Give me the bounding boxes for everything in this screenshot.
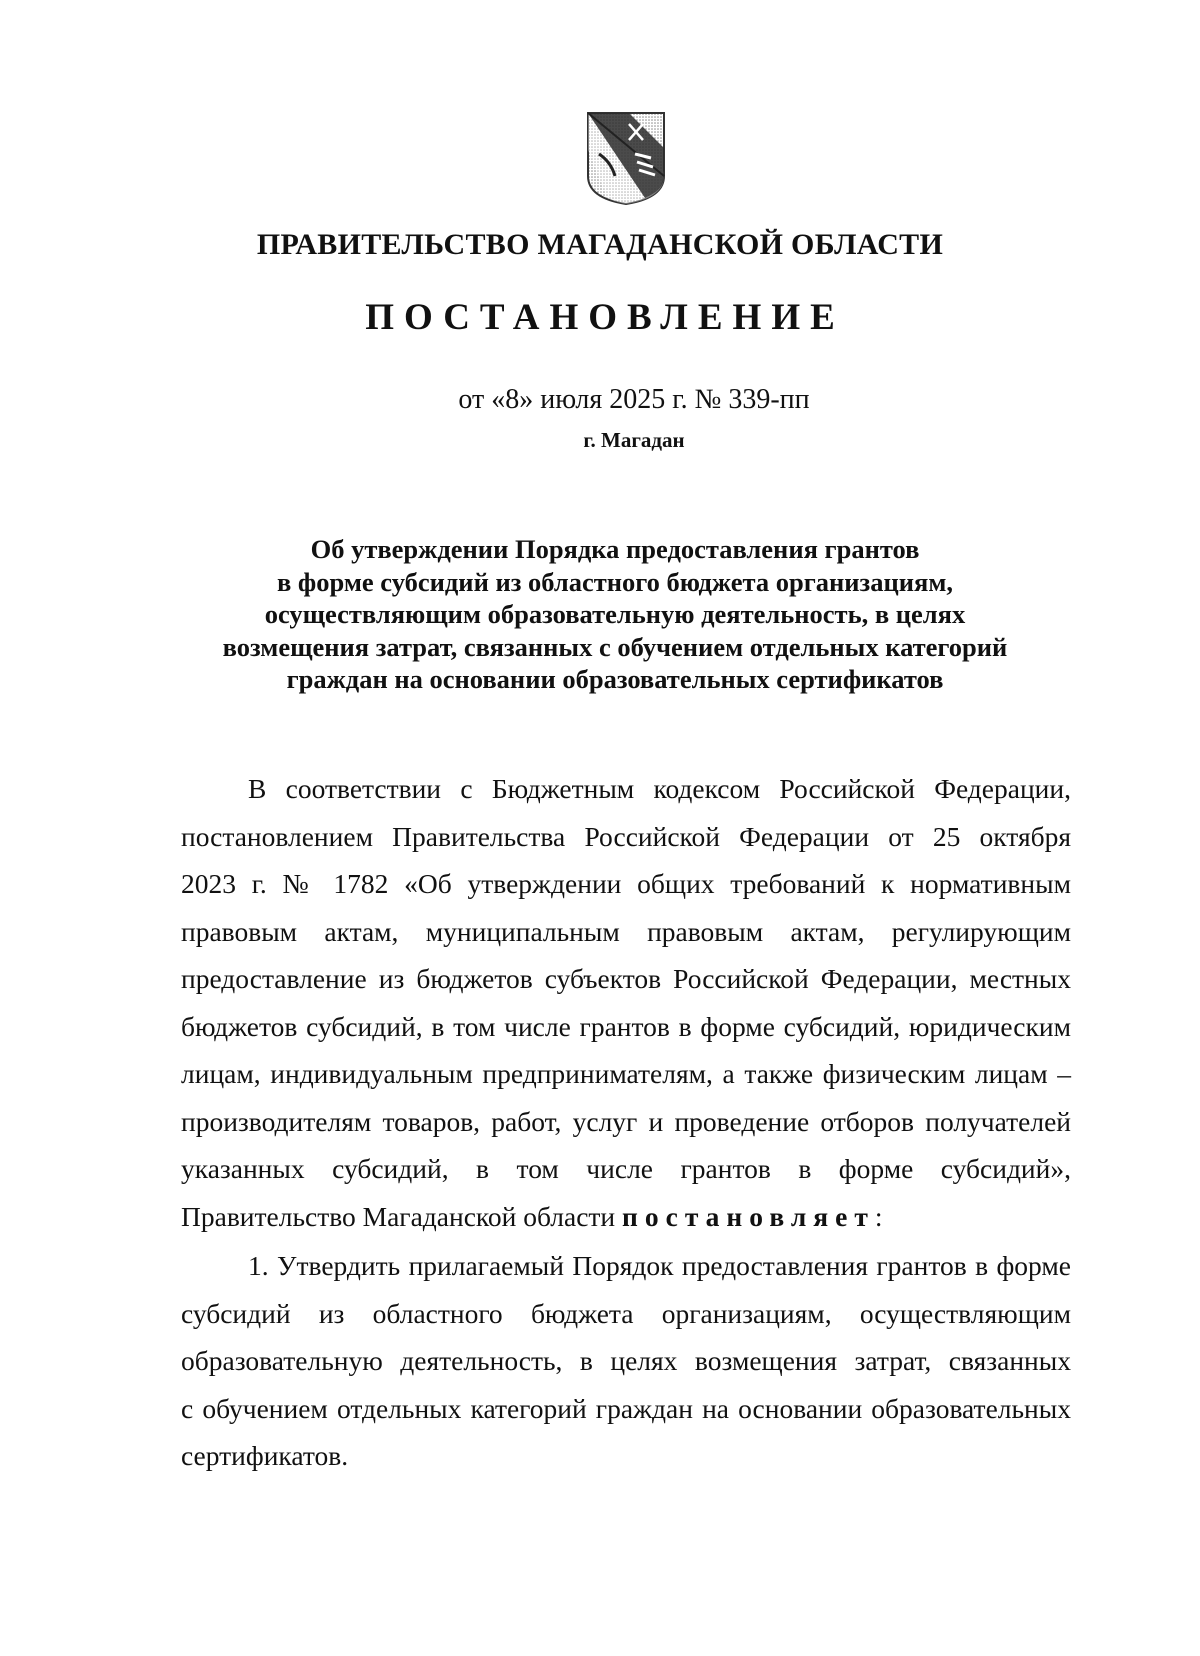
document-place: г. Магадан [583,428,685,452]
preamble-line: В соответствии с Бюджетным кодексом Российской Федерации, [248,773,1071,804]
title-line: в форме субсидий из областного бюджета организациям, [277,566,953,597]
preamble-paragraph [181,765,1071,1240]
item-1-paragraph [181,1242,1071,1480]
item-1-line: с обучением отдельных категорий граждан на основании образовательных [181,1392,1071,1424]
preamble-line-resolution [181,1193,1071,1241]
coat-of-arms-icon [585,110,667,206]
title-line: Об утверждении Порядка предоставления грантов [310,534,920,564]
preamble-line: правовым актам, муниципальным правовым актам, регулирующим [181,915,1071,947]
document-type: ПОСТАНОВЛЕНИЕ [365,297,845,338]
colon: : [874,1200,883,1232]
preamble-line: постановлением Правительства Российской Федерации от 25 октября [181,820,1071,852]
item-1-line: образовательную деятельность, в целях возмещения затрат, связанных [181,1345,1071,1376]
item-1-line: сертификатов. [181,1440,349,1471]
preamble-line: производителям товаров, работ, услуг и проведение отборов получателей [181,1105,1071,1137]
document-title [150,533,1080,696]
preamble-line: бюджетов субсидий, в том числе грантов в форме субсидий, юридическим [181,1010,1071,1042]
preamble-line: лицам, индивидуальным предпринимателям, а также физическим лицам – [181,1058,1071,1089]
title-line: осуществляющим образовательную деятельность, в целях [264,599,966,629]
item-1-line: 1. Утвердить прилагаемый Порядок предоставления грантов в форме [248,1250,1071,1281]
preamble-line: 2023 г. № 1782 «Об утверждении общих требований к нормативным [181,868,1071,899]
government-name: Правительство Магаданской области [181,1200,616,1232]
title-line: граждан на основании образовательных сертификатов [286,664,944,694]
preamble-line: предоставление из бюджетов субъектов Российской Федерации, местных [181,963,1071,994]
item-1-line: субсидий из областного бюджета организациям, осуществляющим [181,1297,1071,1329]
preamble-line: указанных субсидий, в том числе грантов в форме субсидий», [181,1153,1071,1184]
issuing-authority: ПРАВИТЕЛЬСТВО МАГАДАНСКОЙ ОБЛАСТИ [256,228,944,261]
document-date-number: от «8» июля 2025 г. № 339-пп [458,384,810,415]
resolves-keyword: постановляет [622,1200,875,1232]
title-line: возмещения затрат, связанных с обучением отдельных категорий [222,631,1008,662]
